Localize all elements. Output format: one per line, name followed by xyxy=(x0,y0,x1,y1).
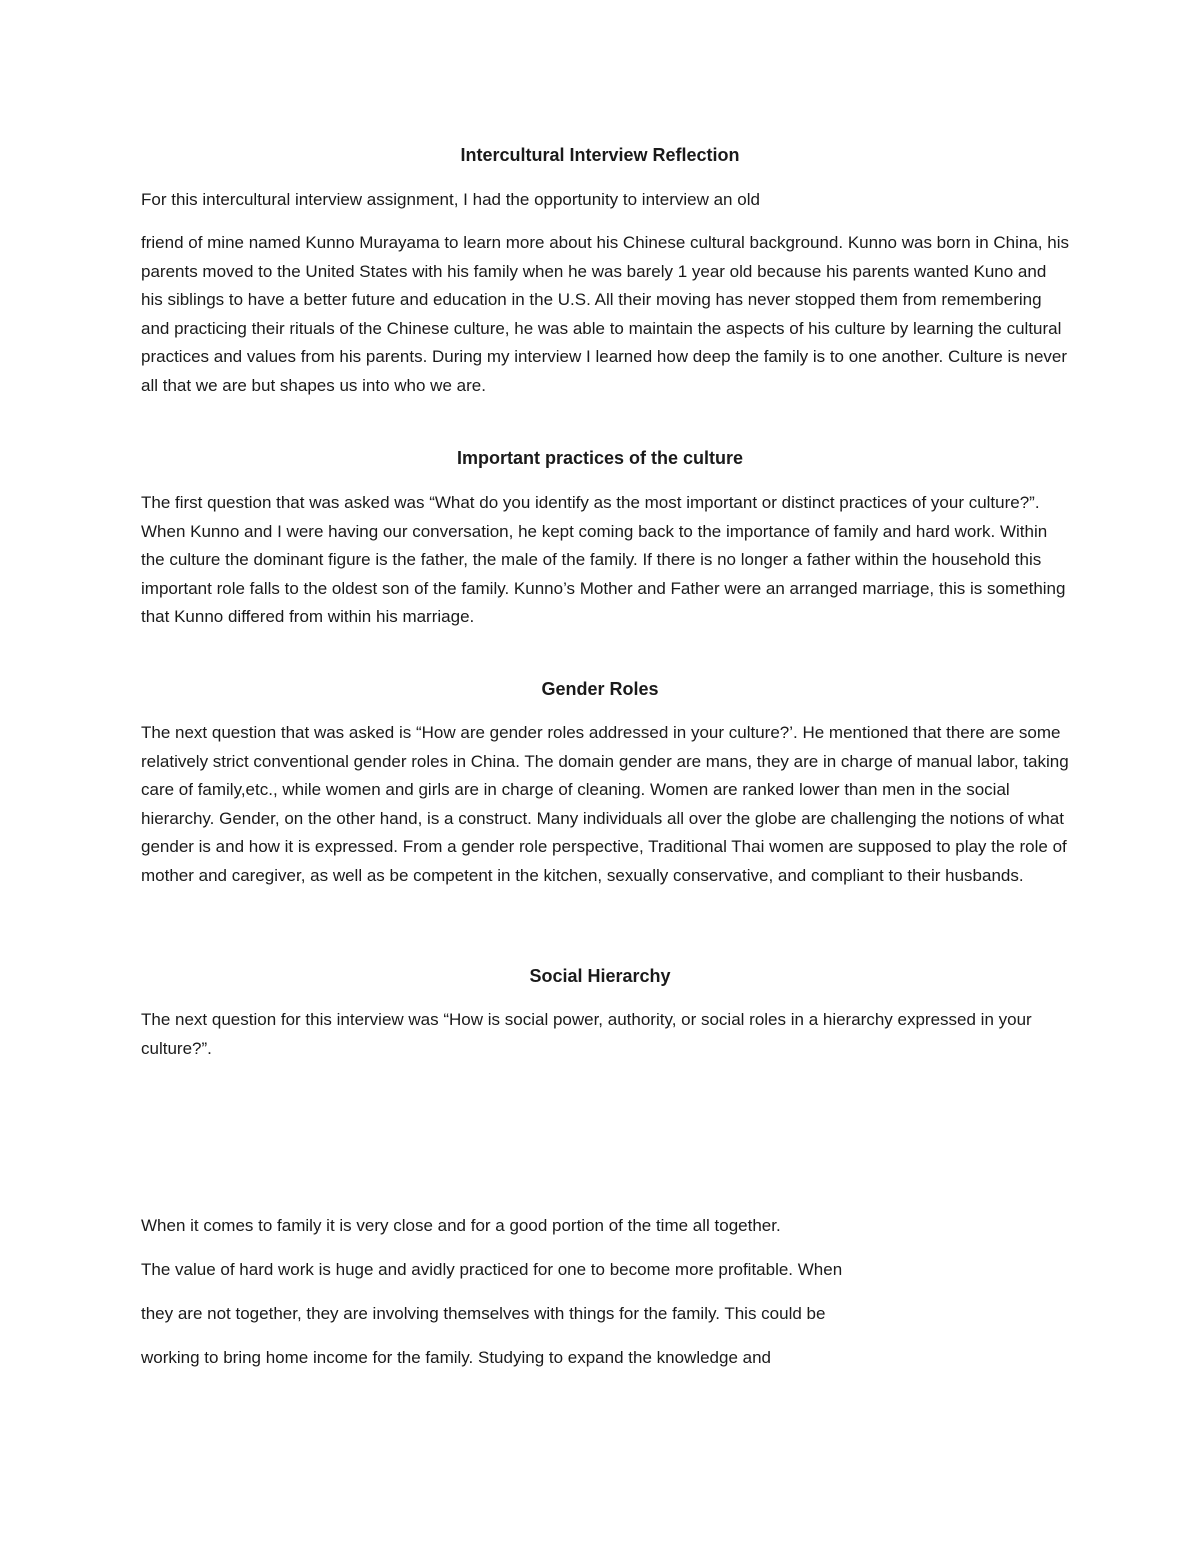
closing-line: working to bring home income for the family. Studying to expand the knowledge and xyxy=(141,1348,771,1367)
closing-line: When it comes to family it is very close and for a good portion of the time all together. xyxy=(141,1216,781,1235)
document-title: Intercultural Interview Reflection xyxy=(460,145,740,165)
section-paragraph-important-practices: The first question that was asked was “What do you identify as the most important or distinct practices of your culture?”. When Kunno and I were having our conversation, he kept coming back to the importance of family and hard work. Within the culture the dominant figure is the father, the male of the family. If there is no longer a father within the household this important role falls to the oldest son of the family. Kunno’s Mother and Father were an arranged marriage, this is something that Kunno differed from within his marriage. xyxy=(141,493,1066,626)
closing-line: they are not together, they are involving themselves with things for the family. This could be xyxy=(141,1304,826,1323)
section-heading-social-hierarchy: Social Hierarchy xyxy=(529,966,671,986)
section-heading-important-practices: Important practices of the culture xyxy=(456,448,744,468)
intro-line: For this intercultural interview assignment, I had the opportunity to interview an old xyxy=(141,190,760,209)
section-paragraph-gender-roles: The next question that was asked is “How are gender roles addressed in your culture?’. He mentioned that there are some relatively strict conventional gender roles in China. The domain gender are mans, they are in charge of manual labor, taking care of family,etc., while women and girls are in charge of cleaning. Women are ranked lower than men in the social hierarchy. Gender, on the other hand, is a construct. Many individuals all over the globe are challenging the notions of what gender is and how it is expressed. From a gender role perspective, Traditional Thai women are supposed to play the role of mother and caregiver, as well as be competent in the kitchen, sexually conservative, and compliant to their husbands. xyxy=(141,723,1069,885)
section-heading-gender-roles: Gender Roles xyxy=(541,679,659,699)
section-paragraph-social-hierarchy: The next question for this interview was “How is social power, authority, or social roles in a hierarchy expressed in your culture?”. xyxy=(141,1010,1032,1058)
intro-paragraph: friend of mine named Kunno Murayama to learn more about his Chinese cultural background. Kunno was born in China, his parents moved to the United States with his family when he was barely 1 year old because his parents wanted Kuno and his siblings to have a better future and education in the U.S. All their moving has never stopped them from remembering and practicing their rituals of the Chinese culture, he was able to maintain the aspects of his culture by learning the cultural practices and values from his parents. During my interview I learned how deep the family is to one another. Culture is never all that we are but shapes us into who we are. xyxy=(141,233,1069,395)
closing-line: The value of hard work is huge and avidly practiced for one to become more profitable. When xyxy=(141,1260,843,1279)
